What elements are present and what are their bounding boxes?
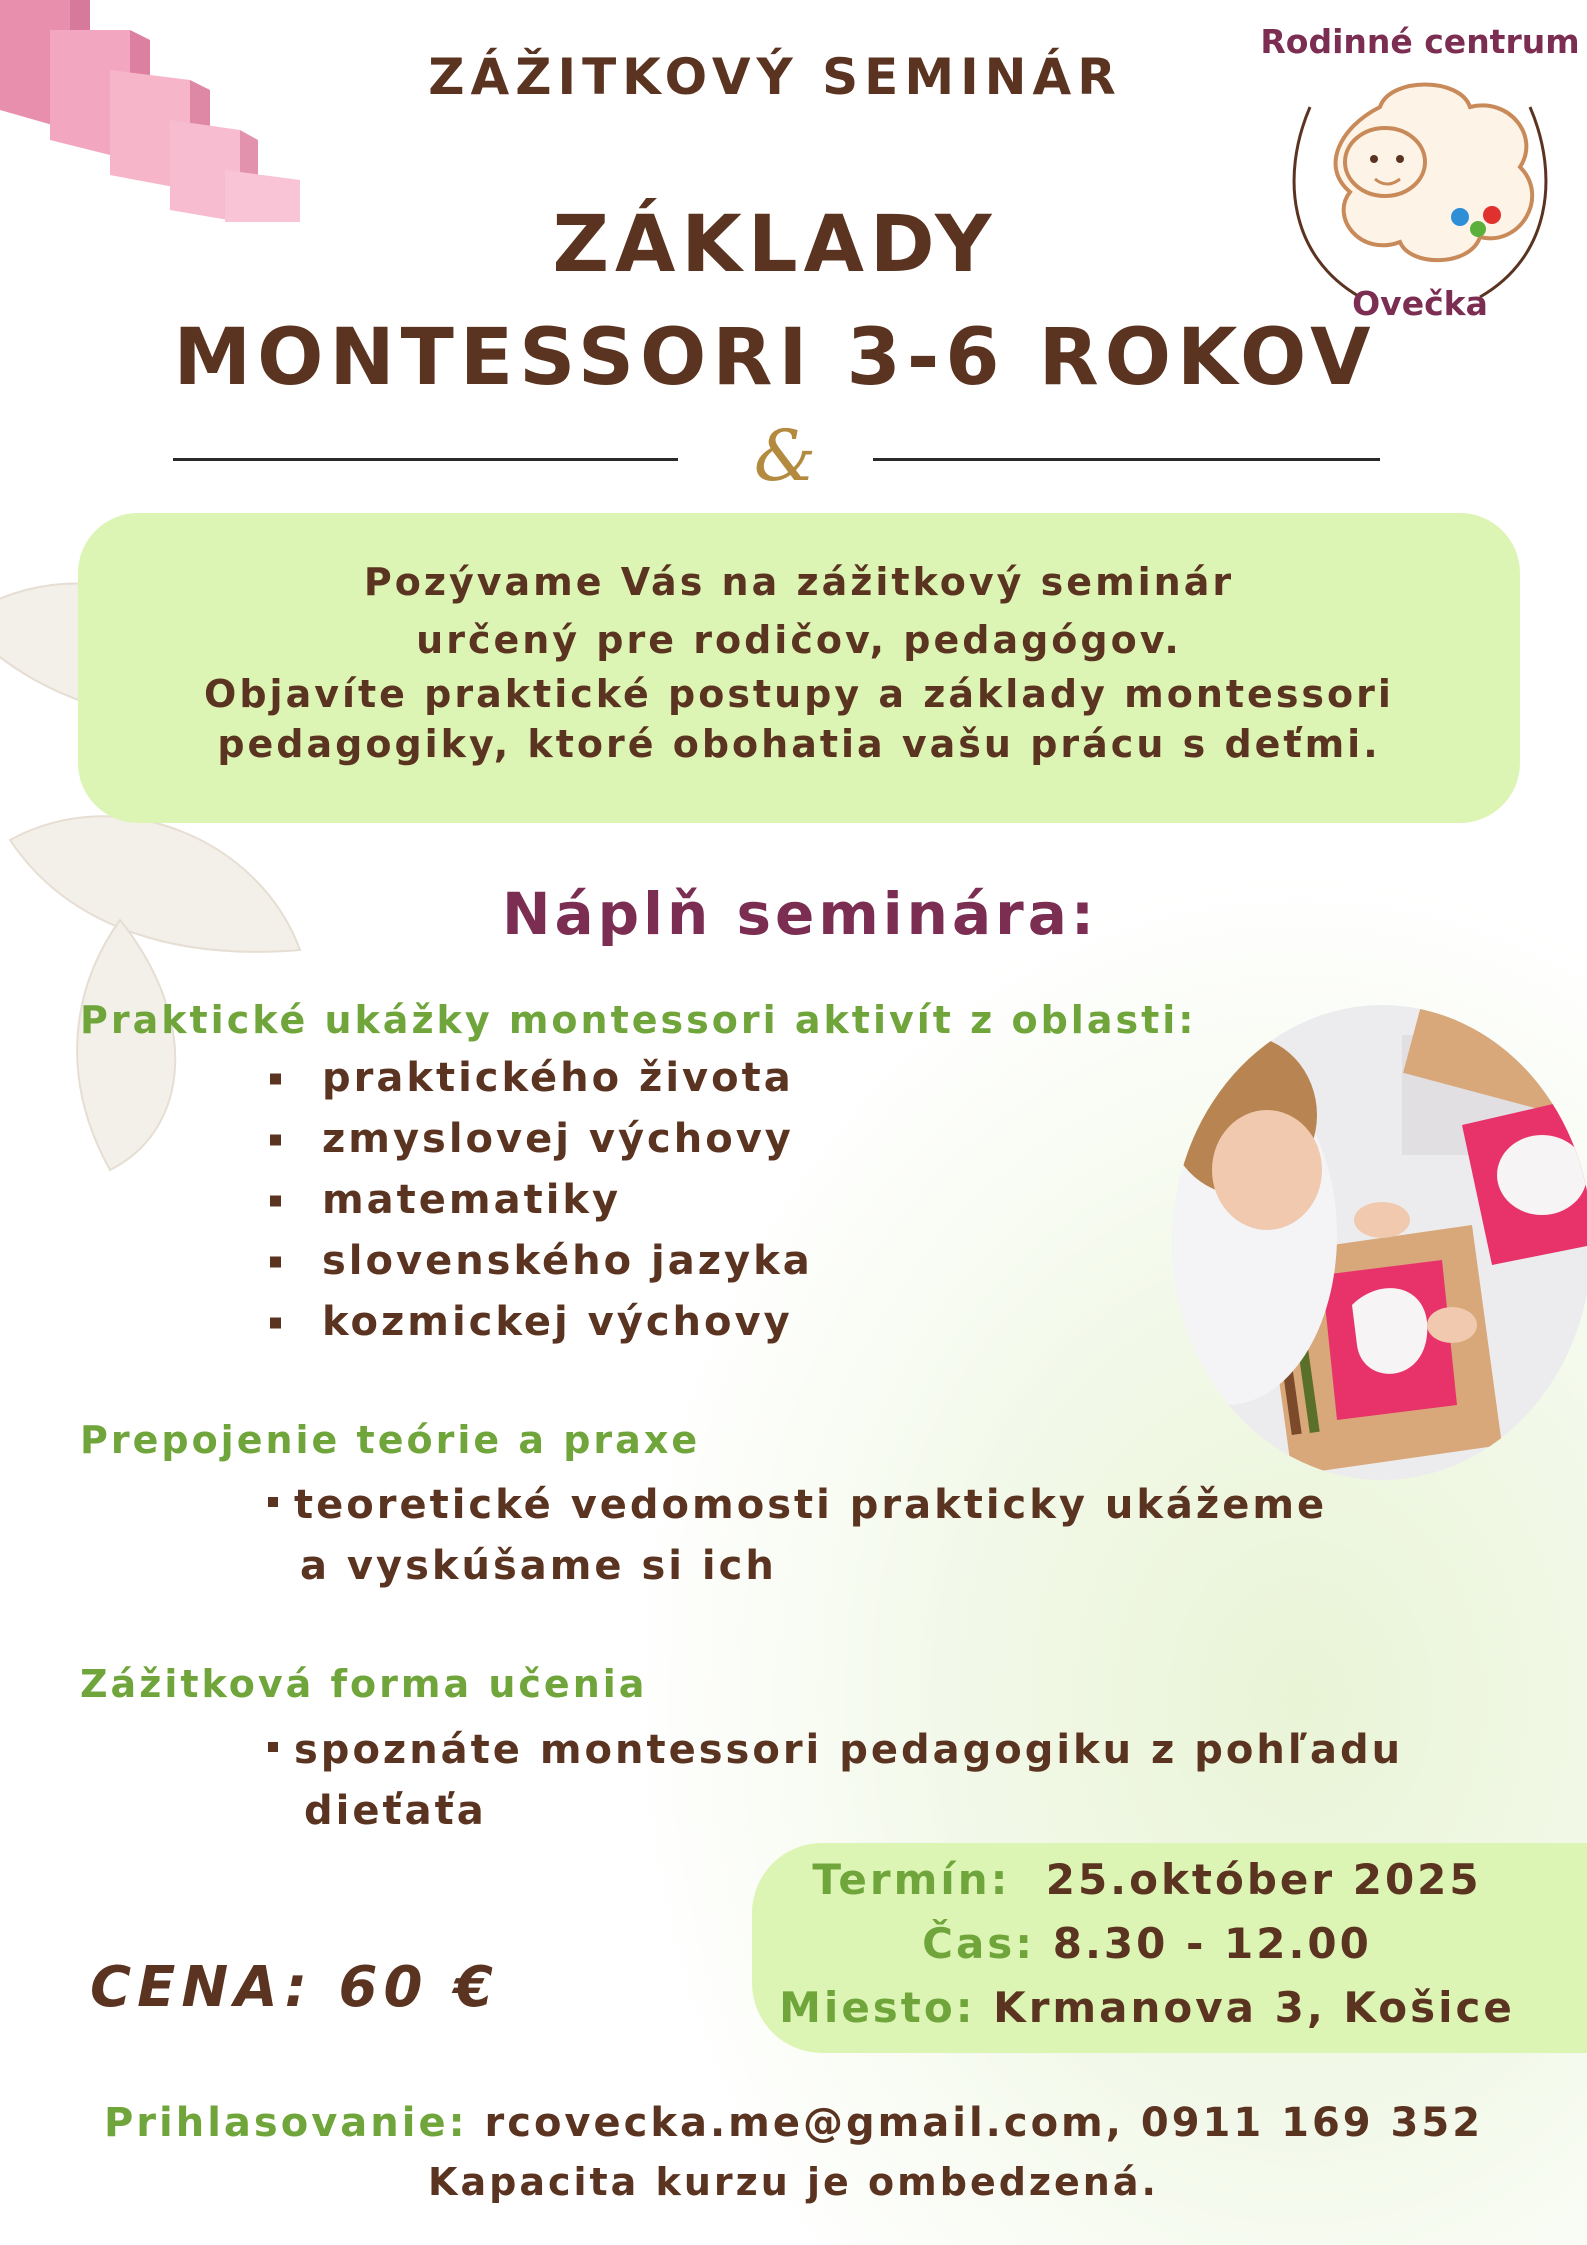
term-value: 25.október 2025: [1045, 1855, 1482, 1904]
intro-line: pedagogiky, ktoré obohatia vašu prácu s deťmi.: [217, 722, 1381, 766]
intro-line: určený pre rodičov, pedagógov.: [416, 618, 1182, 662]
content-heading: Náplň seminára:: [501, 880, 1099, 948]
list-item: zmyslovej výchovy: [270, 1109, 813, 1170]
divider-left: [173, 458, 678, 461]
signup-label: Prihlasovanie:: [103, 2100, 468, 2146]
term-label: Termín:: [812, 1855, 1011, 1904]
section3-line2: dieťaťa: [304, 1788, 487, 1834]
section3-line1: spoznáte montessori pedagogiku z pohľadu: [268, 1720, 1403, 1781]
pink-tower-icon: [0, 0, 340, 225]
time-label: Čas:: [922, 1919, 1036, 1968]
place-value: Krmanova 3, Košice: [993, 1983, 1515, 2032]
main-title-line1: ZÁKLADY: [552, 200, 998, 290]
section1-title: Praktické ukážky montessori aktivít z oblasti:: [80, 998, 1197, 1042]
section1-list: [270, 1048, 813, 1353]
signup-contact[interactable]: rcovecka.me@gmail.com, 0911 169 352: [484, 2100, 1484, 2146]
capacity-note: Kapacita kurzu je ombedzená.: [428, 2160, 1159, 2204]
logo-top-text: Rodinné centrum: [1260, 22, 1580, 61]
info-text: [752, 1848, 1542, 2040]
time-value: 8.30 - 12.00: [1052, 1919, 1372, 1968]
section2-line2: a vyskúšame si ich: [300, 1543, 777, 1589]
main-title-line2: MONTESSORI 3-6 ROKOV: [173, 313, 1377, 403]
list-item: matematiky: [270, 1170, 813, 1231]
intro-line: Objavíte praktické postupy a základy montessori: [204, 672, 1394, 716]
price: CENA: 60 €: [90, 1955, 499, 2020]
signup-line: [0, 2100, 1587, 2146]
kicker-title: ZÁŽITKOVÝ SEMINÁR: [428, 48, 1122, 106]
place-label: Miesto:: [779, 1983, 976, 2032]
section2-title: Prepojenie teórie a praxe: [80, 1418, 701, 1462]
ornament: &: [753, 415, 817, 497]
child-drawing-illustration-icon: [1172, 1005, 1587, 1480]
section2-line1: teoretické vedomosti prakticky ukážeme: [268, 1475, 1327, 1536]
section2-body: [268, 1475, 1327, 1597]
logo-bottom-text: Ovečka: [1352, 284, 1488, 323]
list-item: slovenského jazyka: [270, 1231, 813, 1292]
list-item: kozmickej výchovy: [270, 1292, 813, 1353]
child-activity-photo: [1172, 1005, 1587, 1480]
divider-right: [873, 458, 1380, 461]
info-time: [752, 1912, 1542, 1976]
list-item: praktického života: [270, 1048, 813, 1109]
section3-title: Zážitková forma učenia: [80, 1662, 648, 1706]
info-term: [752, 1848, 1542, 1912]
info-place: [752, 1976, 1542, 2040]
intro-text: [78, 553, 1520, 769]
section3-body: [268, 1720, 1403, 1842]
intro-line: Pozývame Vás na zážitkový seminár: [363, 560, 1235, 604]
